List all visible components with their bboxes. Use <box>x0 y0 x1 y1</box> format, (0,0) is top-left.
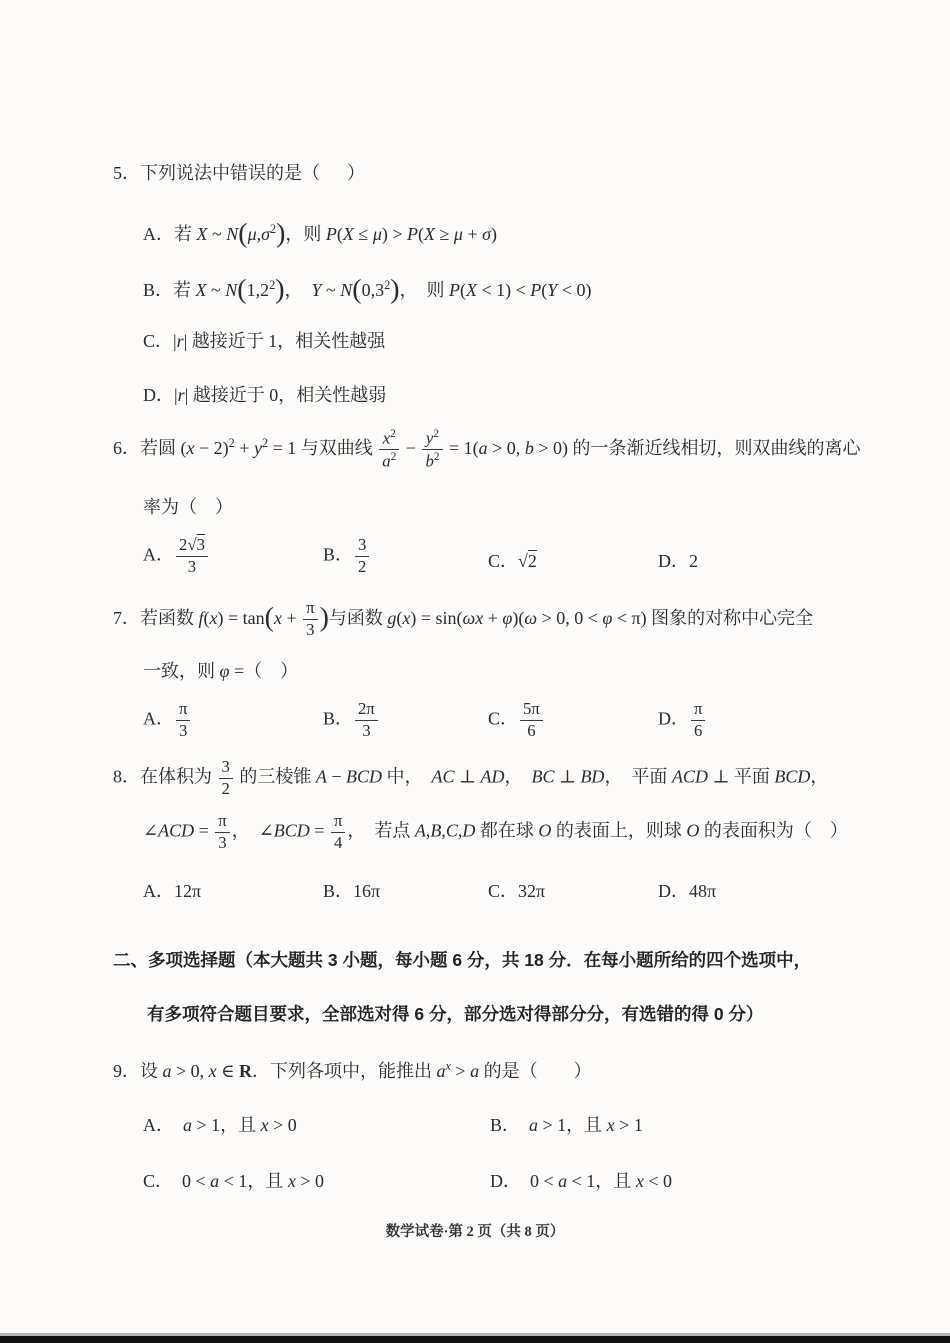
question-6-option-d: D．2 <box>658 551 698 571</box>
question-5-option-c: C．|r| 越接近于 1，相关性越强 <box>143 331 386 351</box>
question-7-option-a: A． $\frac{\pi}{3}$ <box>143 700 192 740</box>
question-7-stem-line1: 7．若函数 f(x) = tan(x + $\frac{\pi}{3}$ )与函数 g(x) = sin(ωx + φ)(ω > 0, 0 < φ < π) 图象的对称中心完全 <box>113 598 814 640</box>
question-9-option-d: D． 0 < a < 1，且 x < 0 <box>490 1171 672 1191</box>
question-6-option-a: A． $\frac{2√3}{3}$ <box>143 536 210 576</box>
question-8-option-a: A．12π <box>143 881 202 901</box>
section-2-header-line2: 有多项符合题目要求，全部选对得 6 分，部分选对得部分分，有选错的得 0 分） <box>147 1004 764 1024</box>
scan-edge-bar <box>0 1336 950 1343</box>
question-9-options-row1 <box>0 1112 950 1142</box>
question-6-option-b: B． $\frac{3}{2}$ <box>323 536 371 576</box>
question-6-option-c: C．√2 <box>488 551 537 571</box>
question-8-stem-line1: 8．在体积为 $\frac{3}{2}$ 的三棱锥 A − BCD 中， AC ⊥ AD， BC ⊥ BD， 平面 ACD ⊥ 平面 BCD， <box>113 757 829 798</box>
question-9-options-row2 <box>0 1168 950 1198</box>
question-7-stem-line2: 一致，则 φ =（ ） <box>143 661 299 681</box>
question-5-stem: 5．下列说法中错误的是（ ） <box>113 163 365 183</box>
question-5-option-a: A．若 X ~ $N(\mu,\sigma^2)$，则 P(X ≤ μ) > P(X ≥ μ + σ) <box>143 218 497 249</box>
section-2-header-line1: 二、多项选择题（本大题共 3 小题，每小题 6 分，共 18 分．在每小题所给的四个选项中， <box>113 950 812 970</box>
question-7-options <box>0 700 950 752</box>
question-9-option-b: B． a > 1，且 x > 1 <box>490 1115 643 1135</box>
question-5-option-d: D．|r| 越接近于 0，相关性越弱 <box>143 385 387 405</box>
question-8-option-c: C．32π <box>488 881 546 901</box>
question-9-option-a: A． a > 1，且 x > 0 <box>143 1115 297 1135</box>
question-7-option-b: B． $\frac{2\pi}{3}$ <box>323 700 380 740</box>
question-5-option-b: B．若 X ~ $N(1,2^2)$， Y ~ $N(0,3^2)$， 则 P(X < 1) < P(Y < 0) <box>143 274 592 305</box>
question-6-stem-line2: 率为（ ） <box>143 497 233 517</box>
question-7-option-d: D． $\frac{\pi}{6}$ <box>658 700 707 740</box>
question-6-stem-line1: 6．若圆 $(x - 2)^2 + y^2 = 1$ 与双曲线 $\frac{x^2}{a^2}$ − $\frac{y^2}{b^2}$ = 1(a > 0, b > 0) 的一条渐近线相切，则双曲线的离心 <box>113 428 861 471</box>
question-8-options <box>0 878 950 908</box>
question-9-stem: 9．设 a > 0, x ∈ R．下列各项中，能推出 $a^x > a$ 的是（ ） <box>113 1059 592 1081</box>
question-9-option-c: C． 0 < a < 1，且 x > 0 <box>143 1171 324 1191</box>
question-7-option-c: C． $\frac{5\pi}{6}$ <box>488 700 545 740</box>
question-8-option-d: D．48π <box>658 881 717 901</box>
page-footer: 数学试卷·第 2 页（共 8 页） <box>385 1224 565 1240</box>
question-6-options <box>0 536 950 588</box>
question-8-stem-line2: ∠ACD = $\frac{\pi}{3}$ ， ∠BCD = $\frac{\pi}{4}$ ， 若点 A,B,C,D 都在球 O 的表面上，则球 O 的表面积为（ ） <box>143 811 848 852</box>
question-8-option-b: B．16π <box>323 881 381 901</box>
